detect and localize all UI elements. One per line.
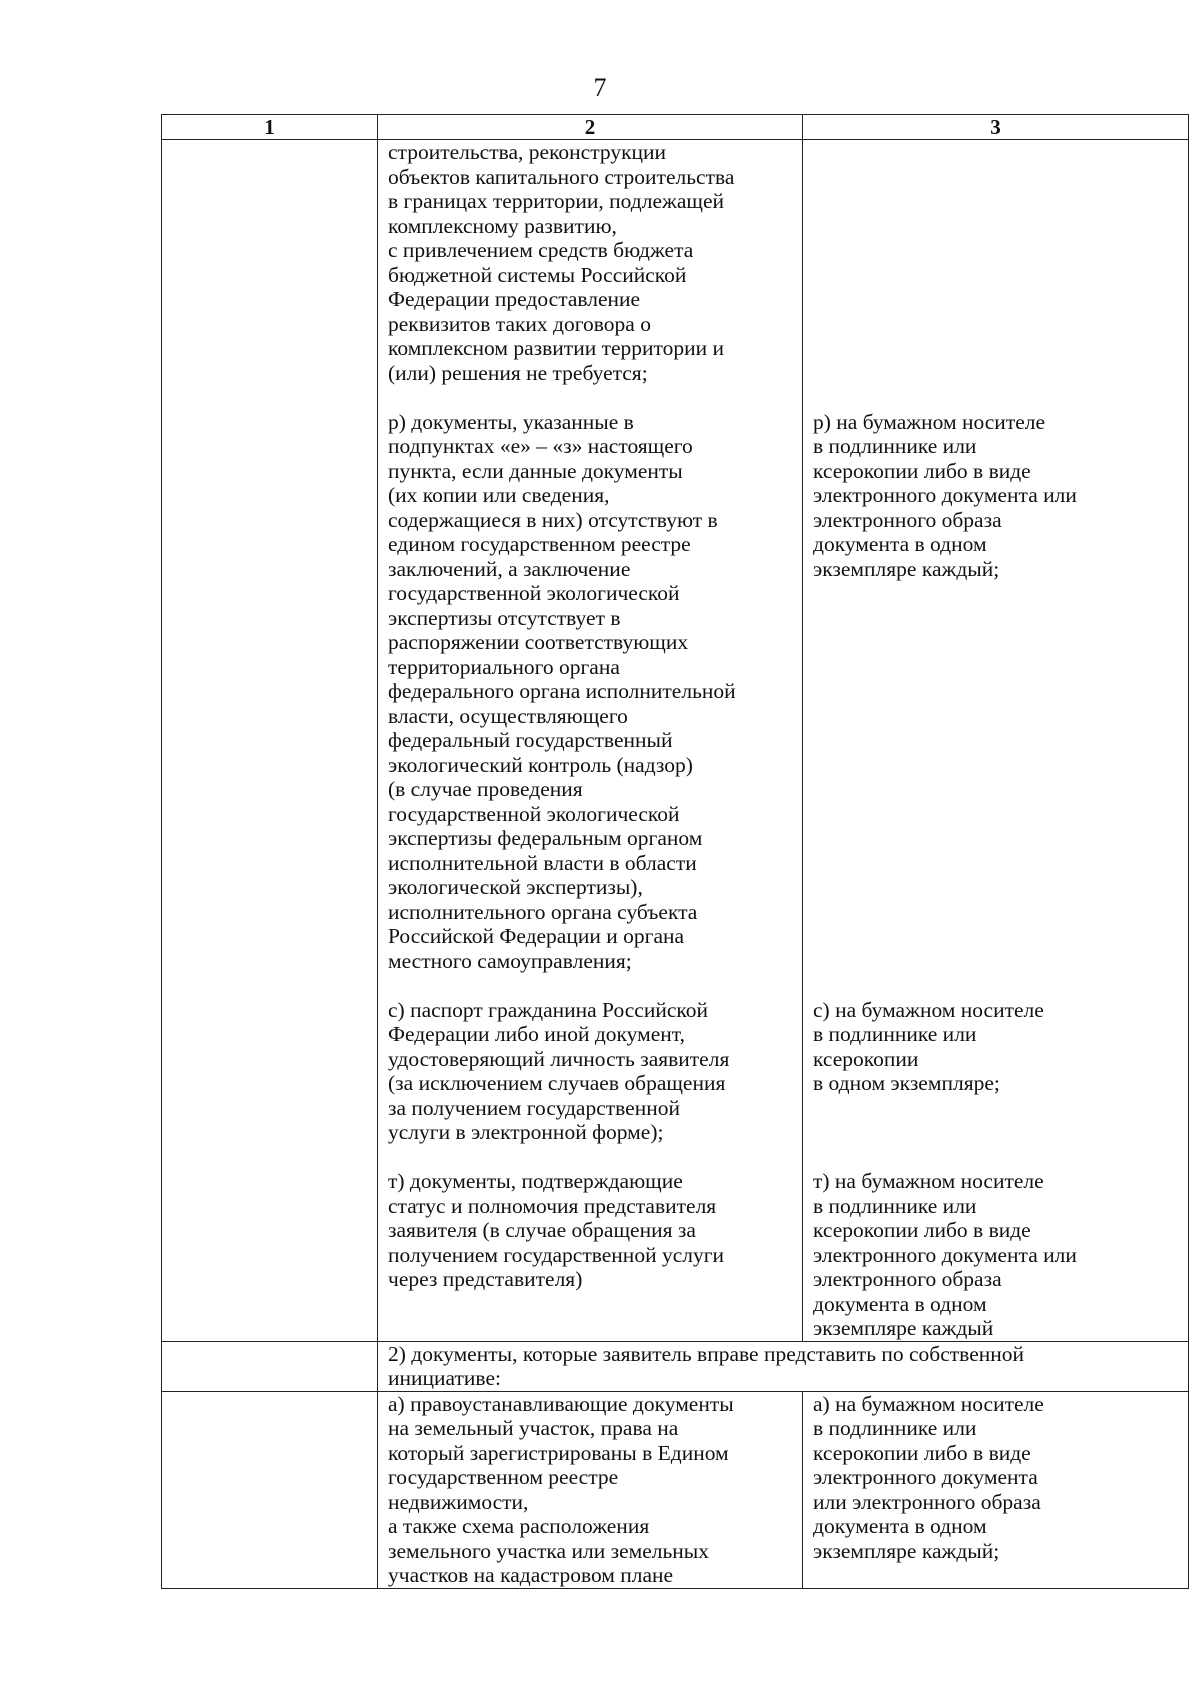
table-row: [162, 1341, 1189, 1391]
item-s-form: с) на бумажном носителе в подлиннике или ксерокопии в одном экземпляре;: [813, 997, 1044, 1095]
cell-col-3: [803, 1391, 1189, 1588]
table-row: [162, 1391, 1189, 1588]
header-col-2: 2: [378, 115, 803, 140]
table-header-row: [162, 115, 1189, 140]
table-row: [162, 140, 1189, 1342]
item-a-text: а) правоустанавливающие документы на земельный участок, права на который зарегистрированы в Едином государственном реестре недвижимости, а также схема расположения земельного участка или земельных участков на кадастровом плане: [388, 1391, 734, 1587]
cell-col-3: [803, 140, 1189, 1342]
document-table: [161, 114, 1189, 1589]
cell-col-1-empty: [162, 1341, 378, 1391]
cell-col-1-empty: [162, 140, 378, 1342]
item-s-text: с) паспорт гражданина Российской Федерации либо иной документ, удостоверяющий личность заявителя (за исключением случаев обращения за получением государственной услуги в электронной форме);: [388, 997, 730, 1144]
item-r-form: р) на бумажном носителе в подлиннике или ксерокопии либо в виде электронного документа или электронного образа документа в одном экземпляре каждый;: [813, 409, 1077, 581]
cell-col-1-empty: [162, 1391, 378, 1588]
cell-col-2: [378, 140, 803, 1342]
page-number: 7: [593, 73, 607, 102]
header-col-3: 3: [803, 115, 1189, 140]
cell-col-2: [378, 1391, 803, 1588]
item-t-form: т) на бумажном носителе в подлиннике или ксерокопии либо в виде электронного документа или электронного образа документа в одном экземпляре каждый: [813, 1169, 1077, 1340]
section-2-heading: 2) документы, которые заявитель вправе представить по собственной инициативе:: [378, 1341, 1189, 1391]
item-continuation-form: [813, 140, 1180, 385]
item-r-text: р) документы, указанные в подпунктах «е» – «з» настоящего пункта, если данные документы (их копии или сведения, содержащиеся в них) отсутствуют в едином государственном реестре заключений, а заключение государственной экологической экспертизы отсутствует в распоряжении соответствующих территориального органа федерального органа исполнительной власти, осуществляющего федеральный государственный экологический контроль (надзор) (в случае проведения государственной экологической экспертизы федеральным органом исполнительной власти в области экологической экспертизы), исполнительного органа субъекта Российской Федерации и органа местного самоуправления;: [388, 409, 736, 973]
item-t-text: т) документы, подтверждающие статус и полномочия представителя заявителя (в случае обращения за получением государственной услуги через представителя): [388, 1169, 725, 1291]
item-continuation-text: строительства, реконструкции объектов капитального строительства в границах территории, подлежащей комплексному развитию, с привлечением средств бюджета бюджетной системы Российской Федерации предоставление реквизитов таких договора о комплексном развитии территории и (или) решения не требуется;: [388, 140, 735, 385]
item-a-form: а) на бумажном носителе в подлиннике или ксерокопии либо в виде электронного документа или электронного образа документа в одном экземпляре каждый;: [813, 1391, 1044, 1563]
header-col-1: 1: [162, 115, 378, 140]
